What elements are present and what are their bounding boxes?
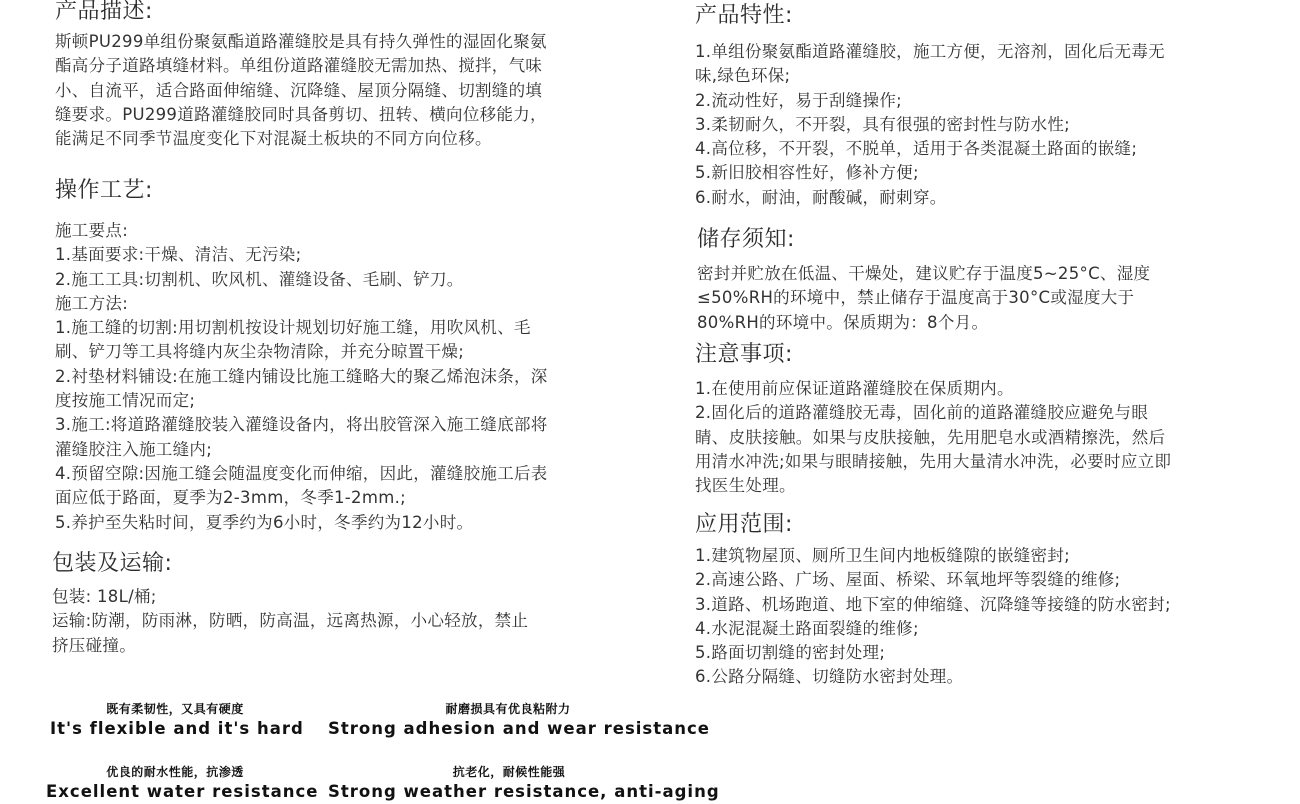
text-line: 5.路面切割缝的密封处理; bbox=[695, 643, 886, 663]
text-line: 3.道路、机场跑道、地下室的伸缩缝、沉降缝等接缝的防水密封; bbox=[695, 594, 1171, 614]
text-line: 4.高位移，不开裂，不脱单，适用于各类混凝土路面的嵌缝; bbox=[695, 139, 1138, 159]
text-line: 1.单组份聚氨酯道路灌缝胶，施工方便，无溶剂，固化后无毒无 bbox=[695, 42, 1165, 61]
text-line: 3.施工:将道路灌缝胶装入灌缝设备内，将出胶管深入施工缝底部将 bbox=[55, 415, 548, 435]
text-line: 度按施工情况而定; bbox=[55, 391, 196, 411]
text-line: 味,绿色环保; bbox=[695, 66, 791, 86]
feature-badge-cn: 优良的耐水性能，抗渗透 bbox=[106, 765, 244, 779]
text-line: 小、自流平，适合路面伸缩缝、沉降缝、屋顶分隔缝、切割缝的填 bbox=[55, 80, 543, 100]
text-line: 用清水冲洗;如果与眼睛接触，先用大量清水冲洗，必要时应立即 bbox=[695, 451, 1172, 471]
text-line: 运输:防潮，防雨淋，防晒，防高温，远离热源，小心轻放，禁止 bbox=[52, 611, 529, 631]
text-line: 5.新旧胶相容性好，修补方便; bbox=[695, 163, 919, 183]
text-line: 刷、铲刀等工具将缝内灰尘杂物清除，并充分晾置干燥; bbox=[55, 342, 465, 362]
feature-badge-en: Strong adhesion and wear resistance bbox=[328, 719, 710, 738]
text-line: 2.高速公路、广场、屋面、桥梁、环氧地坪等裂缝的维修; bbox=[695, 570, 1121, 590]
feature-badge-weather bbox=[328, 764, 720, 804]
text-line: 1.基面要求:干燥、清洁、无污染; bbox=[55, 245, 302, 265]
text-line: 6.耐水，耐油，耐酸碱，耐刺穿。 bbox=[695, 187, 947, 207]
section-product-features bbox=[695, 2, 1165, 210]
text-line: 睛、皮肤接触。如果与皮肤接触，先用肥皂水或酒精擦洗，然后 bbox=[695, 427, 1166, 447]
feature-badge-cn: 既有柔韧性，又具有硬度 bbox=[106, 702, 244, 716]
text-line: 找医生处理。 bbox=[695, 476, 796, 496]
section-heading: 应用范围: bbox=[695, 512, 793, 537]
section-packaging-transport bbox=[52, 550, 528, 658]
section-heading: 注意事项: bbox=[695, 342, 793, 367]
feature-badge-adhesion bbox=[328, 701, 710, 741]
text-line: 酯高分子道路填缝材料。单组份道路灌缝胶无需加热、搅拌，气味 bbox=[55, 56, 543, 76]
feature-badge-en: It's flexible and it's hard bbox=[50, 719, 304, 738]
text-line: 5.养护至失粘时间，夏季约为6小时，冬季约为12小时。 bbox=[55, 512, 474, 532]
text-line: 6.公路分隔缝、切缝防水密封处理。 bbox=[695, 667, 964, 687]
text-line: 2.固化后的道路灌缝胶无毒，固化前的道路灌缝胶应避免与眼 bbox=[695, 403, 1149, 423]
feature-badge-en: Excellent water resistance bbox=[46, 782, 319, 801]
section-heading: 产品特性: bbox=[695, 3, 793, 28]
feature-badge-water bbox=[46, 764, 319, 804]
text-line: 80%RH的环境中。保质期为：8个月。 bbox=[697, 312, 989, 332]
text-line: 2.流动性好，易于刮缝操作; bbox=[695, 90, 903, 110]
section-heading: 产品描述: bbox=[55, 0, 153, 24]
text-line: 4.水泥混凝土路面裂缝的维修; bbox=[695, 618, 919, 638]
text-line: 4.预留空隙:因施工缝会随温度变化而伸缩，因此，灌缝胶施工后表 bbox=[55, 463, 548, 483]
feature-badge-en: Strong weather resistance, anti-aging bbox=[328, 782, 720, 801]
feature-badge-cn: 耐磨损具有优良粘附力 bbox=[445, 702, 571, 716]
text-line: 2.施工工具:切割机、吹风机、灌缝设备、毛刷、铲刀。 bbox=[55, 269, 464, 289]
feature-badge-flexible bbox=[50, 701, 304, 741]
text-line: 1.建筑物屋顶、厕所卫生间内地板缝隙的嵌缝密封; bbox=[695, 546, 1071, 565]
text-line: ≤50%RH的环境中，禁止储存于温度高于30°C或湿度大于 bbox=[697, 288, 1135, 308]
section-product-description bbox=[55, 0, 547, 151]
text-line: 挤压碰撞。 bbox=[52, 635, 136, 655]
text-line: 施工要点: bbox=[55, 221, 129, 240]
text-line: 能满足不同季节温度变化下对混凝土板块的不同方向位移。 bbox=[55, 129, 492, 149]
text-line: 施工方法: bbox=[55, 293, 129, 313]
text-line: 包装: 18L/桶; bbox=[52, 587, 157, 606]
text-line: 灌缝胶注入施工缝内; bbox=[55, 439, 213, 459]
text-line: 2.衬垫材料铺设:在施工缝内铺设比施工缝略大的聚乙烯泡沫条，深 bbox=[55, 366, 548, 386]
section-heading: 操作工艺: bbox=[55, 178, 153, 203]
section-heading: 储存须知: bbox=[697, 227, 795, 252]
section-precautions bbox=[695, 341, 1171, 498]
section-heading: 包装及运输: bbox=[52, 551, 173, 576]
feature-badge-cn: 抗老化，耐候性能强 bbox=[452, 765, 566, 779]
text-line: 缝要求。PU299道路灌缝胶同时具备剪切、扭转、横向位移能力， bbox=[55, 104, 547, 124]
section-storage bbox=[697, 226, 1150, 335]
text-line: 斯顿PU299单组份聚氨酯道路灌缝胶是具有持久弹性的湿固化聚氨 bbox=[55, 32, 547, 51]
text-line: 密封并贮放在低温、干燥处，建议贮存于温度5~25°C、湿度 bbox=[697, 264, 1151, 283]
text-line: 面应低于路面，夏季为2-3mm，冬季1-2mm.; bbox=[55, 488, 406, 508]
section-applications bbox=[695, 511, 1171, 690]
text-line: 1.在使用前应保证道路灌缝胶在保质期内。 bbox=[695, 379, 1014, 398]
section-operation-process bbox=[55, 177, 548, 535]
text-line: 1.施工缝的切割:用切割机按设计规划切好施工缝，用吹风机、毛 bbox=[55, 318, 531, 338]
text-line: 3.柔韧耐久，不开裂，具有很强的密封性与防水性; bbox=[695, 114, 1071, 134]
